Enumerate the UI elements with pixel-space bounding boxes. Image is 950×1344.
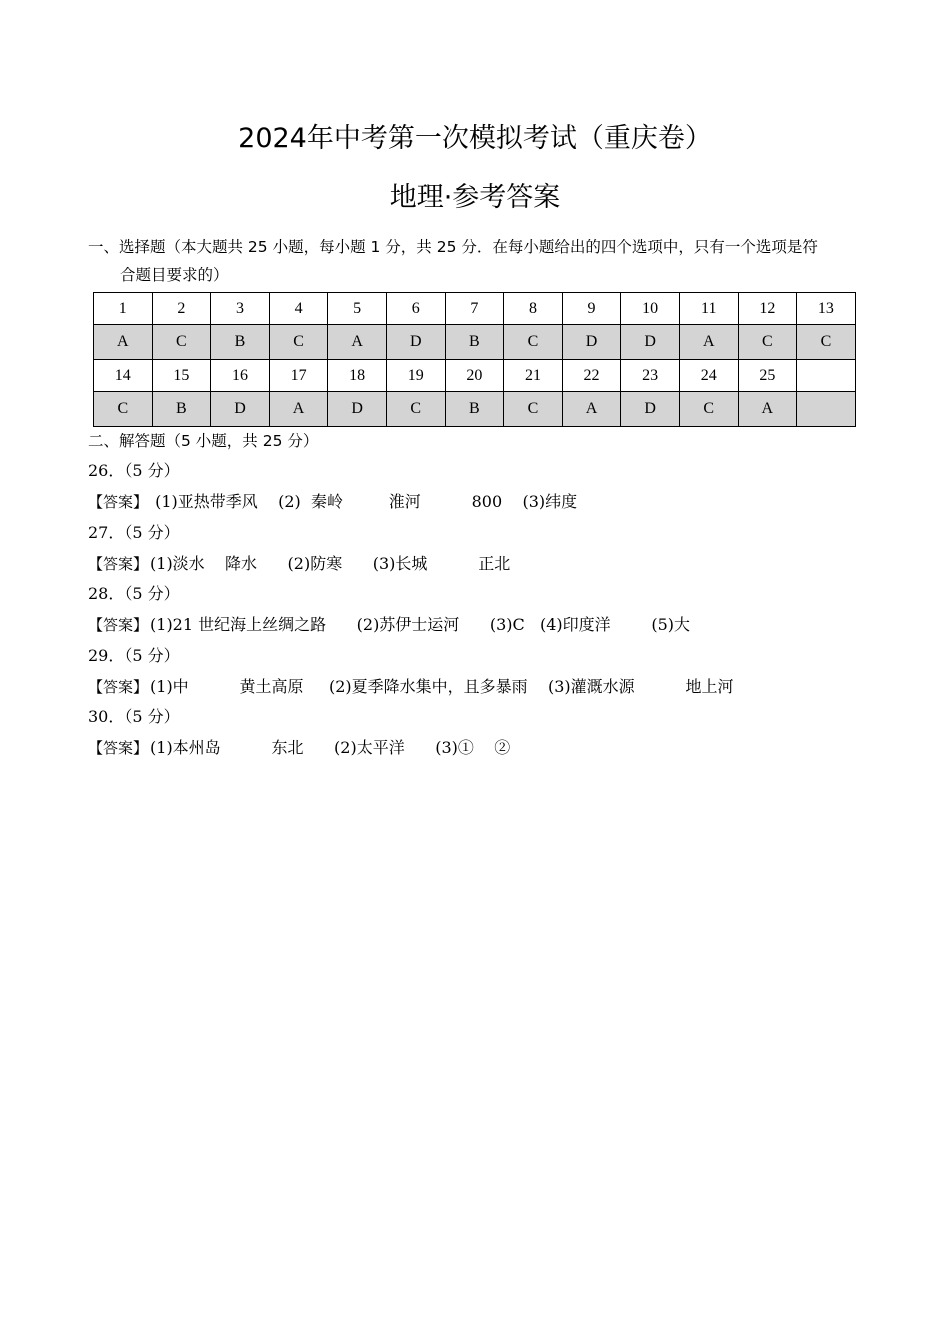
answer-label: 【答案】 [88,493,149,511]
table-cell: 20 [445,360,504,392]
answer-26 [88,491,577,513]
table-cell: 13 [797,293,856,325]
section1-heading: 一、选择题（本大题共 25 小题，每小题 1 分，共 25 分．在每小题给出的四个选项中，只有一个选项是符 [88,238,818,256]
table-cell: B [211,325,270,360]
table-cell: D [621,392,680,427]
table-cell: 8 [504,293,563,325]
table-cell: A [94,325,153,360]
table-cell: 22 [562,360,621,392]
answer-label: 【答案】 [88,555,149,573]
table-cell: A [679,325,738,360]
answer-27 [88,553,510,575]
table-cell: 24 [679,360,738,392]
table-row-answers-2 [94,392,856,427]
table-cell: C [386,392,445,427]
table-cell: 12 [738,293,797,325]
table-cell: A [562,392,621,427]
table-cell: 10 [621,293,680,325]
section1-heading-cont: 合题目要求的） [120,266,229,284]
table-cell: 15 [152,360,211,392]
answer-label: 【答案】 [88,616,149,634]
table-cell: A [328,325,387,360]
table-cell: C [504,392,563,427]
answer-label: 【答案】 [88,739,149,757]
question-26: 26．（5 分） [88,461,180,480]
answer-text: (1)淡水 降水 (2)防寒 (3)长城 正北 [150,554,511,573]
table-cell: 16 [211,360,270,392]
table-cell: 11 [679,293,738,325]
answer-text: (1)中 黄土高原 (2)夏季降水集中，且多暴雨 (3)灌溉水源 地上河 [150,677,734,696]
table-cell: D [211,392,270,427]
table-cell: 17 [269,360,328,392]
table-cell: 5 [328,293,387,325]
table-cell: 4 [269,293,328,325]
table-cell: C [152,325,211,360]
table-cell: D [562,325,621,360]
answer-text: (1)21 世纪海上丝绸之路 (2)苏伊士运河 (3)C (4)印度洋 (5)大 [150,615,691,634]
table-cell: 2 [152,293,211,325]
table-cell: 19 [386,360,445,392]
table-cell: C [679,392,738,427]
section2-heading: 二、解答题（5 小题，共 25 分） [88,432,319,450]
table-cell: 9 [562,293,621,325]
page-subtitle: 地理·参考答案 [389,182,561,213]
table-cell: C [797,325,856,360]
table-row-answers-1 [94,325,856,360]
table-cell [797,360,856,392]
question-30: 30．（5 分） [88,707,180,726]
answer-28 [88,614,690,636]
table-cell: B [445,325,504,360]
table-cell: D [328,392,387,427]
table-cell: A [738,392,797,427]
table-cell: A [269,392,328,427]
question-28: 28．（5 分） [88,584,180,603]
question-27: 27．（5 分） [88,523,180,542]
table-cell: 23 [621,360,680,392]
table-cell: B [152,392,211,427]
table-cell: 18 [328,360,387,392]
table-cell: 21 [504,360,563,392]
table-cell: C [738,325,797,360]
table-cell: 1 [94,293,153,325]
answer-text: (1)亚热带季风 (2) 秦岭 淮河 800 (3)纬度 [150,492,578,511]
table-cell: 7 [445,293,504,325]
page-title: 2024年中考第一次模拟考试（重庆卷） [238,123,712,154]
table-cell: D [386,325,445,360]
table-cell: C [269,325,328,360]
table-cell: 3 [211,293,270,325]
table-cell [797,392,856,427]
answer-text: (1)本州岛 东北 (2)太平洋 (3)① ② [150,738,511,757]
table-row-numbers-2 [94,360,856,392]
answer-label: 【答案】 [88,678,149,696]
table-cell: 6 [386,293,445,325]
answer-29 [88,676,734,698]
table-cell: C [504,325,563,360]
answer-table [93,292,856,427]
table-cell: 14 [94,360,153,392]
table-cell: B [445,392,504,427]
answer-30 [88,737,510,759]
table-cell: D [621,325,680,360]
table-row-numbers-1 [94,293,856,325]
table-cell: 25 [738,360,797,392]
question-29: 29．（5 分） [88,646,180,665]
table-cell: C [94,392,153,427]
